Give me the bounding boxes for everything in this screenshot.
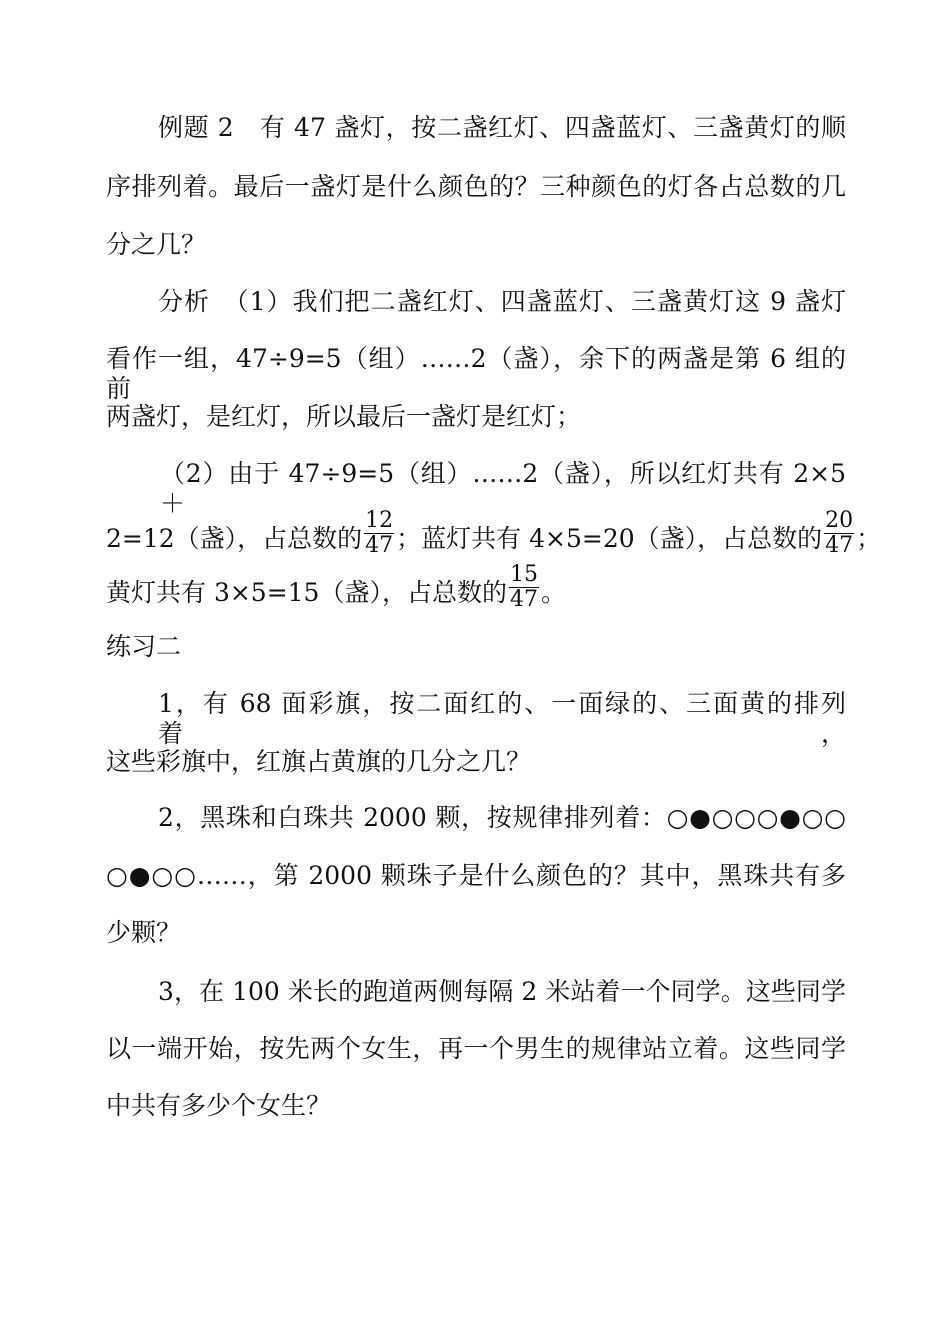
fraction-yellow bbox=[509, 563, 539, 612]
analysis-line-3: 两盏灯，是红灯，所以最后一盏灯是红灯； bbox=[106, 402, 582, 431]
analysis-line-5-part-a: 2=12（盏），占总数的 bbox=[106, 524, 363, 553]
analysis-line-5-part-b: ；蓝灯共有 4×5=20（盏），占总数的 bbox=[396, 524, 823, 553]
analysis-line-6-part-a: 黄灯共有 3×5=15（盏），占总数的 bbox=[106, 578, 507, 607]
example-line-3: 分之几？ bbox=[106, 230, 207, 259]
fraction-red-denominator: 47 bbox=[365, 532, 394, 558]
analysis-line-6-part-b: 。 bbox=[540, 578, 566, 607]
question-2-line-2: ○●○○……，第 2000 颗珠子是什么颜色的？其中，黑珠共有多 bbox=[106, 861, 846, 890]
analysis-line-1: 分析 （1）我们把二盏红灯、四盏蓝灯、三盏黄灯这 9 盏灯 bbox=[158, 287, 846, 316]
question-3-line-2: 以一端开始，按先两个女生，再一个男生的规律站立着。这些同学 bbox=[106, 1034, 846, 1063]
analysis-line-5 bbox=[106, 507, 882, 564]
question-3-line-1: 3，在 100 米长的跑道两侧每隔 2 米站着一个同学。这些同学 bbox=[158, 977, 846, 1006]
analysis-line-2: 看作一组，47÷9=5（组）……2（盏），余下的两盏是第 6 组的前 bbox=[106, 344, 846, 403]
fraction-yellow-numerator: 15 bbox=[509, 561, 538, 587]
fraction-red-numerator: 12 bbox=[365, 507, 394, 533]
question-2-line-3: 少颗？ bbox=[106, 918, 182, 947]
analysis-line-5-part-c: ； bbox=[856, 524, 882, 553]
question-2-line-1: 2，黑珠和白珠共 2000 颗，按规律排列着：○●○○○●○○ bbox=[158, 803, 846, 832]
analysis-line-6 bbox=[106, 561, 566, 618]
fraction-yellow-denominator: 47 bbox=[509, 586, 538, 612]
question-1-line-1: 1，有 68 面彩旗，按二面红的、一面绿的、三面黄的排列着， bbox=[158, 689, 846, 748]
question-1-line-2: 这些彩旗中，红旗占黄旗的几分之几？ bbox=[106, 747, 532, 776]
fraction-blue bbox=[824, 509, 854, 558]
fraction-red bbox=[364, 509, 394, 558]
practice-heading: 练习二 bbox=[106, 632, 182, 661]
fraction-blue-denominator: 47 bbox=[825, 532, 854, 558]
question-3-line-3: 中共有多少个女生？ bbox=[106, 1091, 332, 1120]
example-line-1: 例题 2 有 47 盏灯，按二盏红灯、四盏蓝灯、三盏黄灯的顺 bbox=[158, 113, 846, 142]
analysis-line-4: （2）由于 47÷9=5（组）……2（盏），所以红灯共有 2×5＋ bbox=[160, 459, 846, 518]
example-line-2: 序排列着。最后一盏灯是什么颜色的？三种颜色的灯各占总数的几 bbox=[106, 172, 846, 201]
fraction-blue-numerator: 20 bbox=[825, 507, 854, 533]
